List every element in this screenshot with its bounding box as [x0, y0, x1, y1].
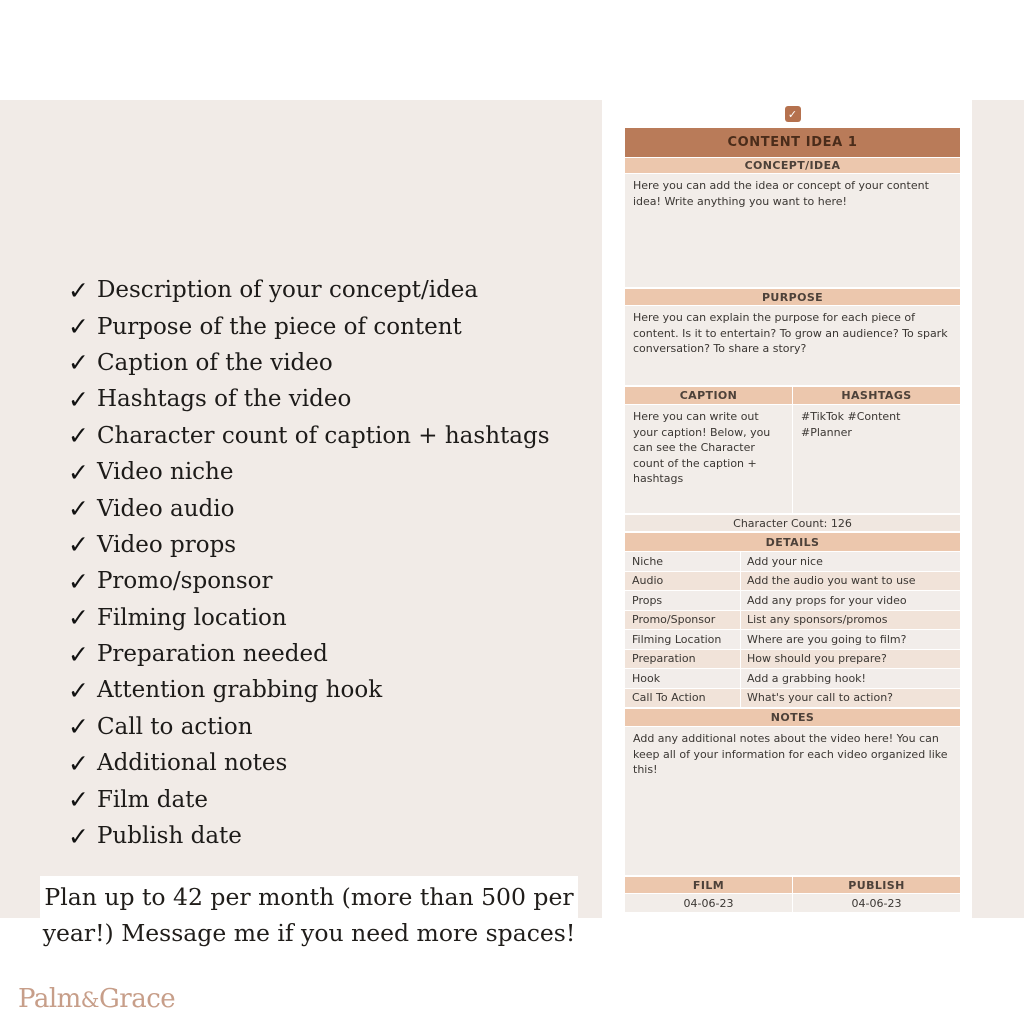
check-icon: ✓: [68, 348, 89, 378]
table-row: [625, 630, 960, 649]
checkbox-icon[interactable]: [785, 106, 801, 122]
checklist-item: [68, 490, 550, 526]
check-icon: ✓: [68, 530, 89, 560]
checklist-item-label: Film date: [96, 786, 209, 813]
checklist-item: [68, 345, 550, 381]
checklist-item-label: Caption of the video: [96, 349, 333, 376]
detail-value-cell[interactable]: How should you prepare?: [741, 650, 960, 669]
purpose-section-header: PURPOSE: [625, 289, 960, 305]
checklist-item-label: Purpose of the piece of content: [96, 313, 462, 340]
check-icon: ✓: [68, 675, 89, 705]
checklist-item-label: Call to action: [96, 713, 253, 740]
checklist-item: [68, 272, 550, 308]
film-section-header: FILM: [625, 877, 792, 893]
checkbox-row: [625, 106, 960, 122]
checklist-item-label: Character count of caption + hashtags: [96, 422, 550, 449]
checklist-item: [68, 818, 550, 854]
sheet-title: CONTENT IDEA 1: [625, 128, 960, 157]
checklist-item: [68, 454, 550, 490]
publish-date-cell[interactable]: 04-06-23: [793, 894, 960, 912]
checklist-item: [68, 745, 550, 781]
checklist-item: [68, 527, 550, 563]
checklist-item-label: Hashtags of the video: [96, 386, 352, 413]
notes-section-header: NOTES: [625, 709, 960, 726]
table-row: [625, 650, 960, 669]
caption-hashtags-section: [625, 387, 960, 513]
film-date-cell[interactable]: 04-06-23: [625, 894, 792, 912]
check-icon: ✓: [68, 748, 89, 778]
table-row: [625, 611, 960, 630]
check-icon: ✓: [68, 494, 89, 524]
checklist-item-label: Video props: [96, 531, 237, 558]
checklist-item: [68, 308, 550, 344]
table-row: [625, 591, 960, 610]
content-planner-sheet: [625, 106, 960, 914]
table-row: [625, 669, 960, 688]
check-icon: ✓: [68, 639, 89, 669]
check-icon: ✓: [68, 457, 89, 487]
publish-section-header: PUBLISH: [793, 877, 960, 893]
detail-value-cell[interactable]: Add any props for your video: [741, 591, 960, 610]
promo-line-2: year!) Message me if you need more spaces!: [42, 918, 576, 947]
detail-value-cell[interactable]: What's your call to action?: [741, 689, 960, 708]
right-beige-strip: [972, 100, 1024, 918]
checklist-item-label: Description of your concept/idea: [96, 277, 479, 304]
checklist-item: [68, 418, 550, 454]
detail-label: Hook: [625, 669, 740, 688]
check-icon: ✓: [68, 421, 89, 451]
hashtags-cell[interactable]: #TikTok #Content #Planner: [793, 405, 960, 513]
brand-logo-ampersand: &: [80, 988, 99, 1012]
check-icon: ✓: [68, 785, 89, 815]
caption-cell[interactable]: Here you can write out your caption! Below, you can see the Character count of the caption + hashtags: [625, 405, 792, 513]
detail-value-cell[interactable]: Add your nice: [741, 552, 960, 571]
hashtags-section-header: HASHTAGS: [793, 387, 960, 404]
checklist-item: [68, 563, 550, 599]
brand-logo-second: Grace: [99, 984, 176, 1014]
detail-label: Call To Action: [625, 689, 740, 708]
checklist-item: [68, 381, 550, 417]
brand-logo-first: Palm: [18, 984, 81, 1014]
detail-value-cell[interactable]: Add the audio you want to use: [741, 572, 960, 591]
check-icon: ✓: [68, 275, 89, 305]
checklist-item: [68, 672, 550, 708]
detail-value-cell[interactable]: List any sponsors/promos: [741, 611, 960, 630]
table-row: [625, 552, 960, 571]
checkmark-icon: ✓: [787, 107, 798, 121]
character-count-cell: Character Count: 126: [625, 515, 960, 531]
detail-label: Preparation: [625, 650, 740, 669]
details-section-header: DETAILS: [625, 533, 960, 551]
caption-section-header: CAPTION: [625, 387, 792, 404]
checklist-item-label: Preparation needed: [96, 641, 328, 668]
film-column: [625, 877, 792, 912]
caption-column: [625, 387, 792, 513]
checklist-item: [68, 709, 550, 745]
check-icon: ✓: [68, 603, 89, 633]
checklist-item-label: Attention grabbing hook: [96, 677, 383, 704]
concept-section-header: CONCEPT/IDEA: [625, 158, 960, 173]
check-icon: ✓: [68, 566, 89, 596]
promo-banner: [40, 876, 578, 953]
table-row: [625, 572, 960, 591]
checklist-item-label: Video audio: [96, 495, 235, 522]
detail-label: Promo/Sponsor: [625, 611, 740, 630]
checklist-item: [68, 600, 550, 636]
left-panel: [0, 100, 602, 1014]
check-icon: ✓: [68, 384, 89, 414]
hashtags-column: [793, 387, 960, 513]
checklist-item: [68, 781, 550, 817]
publish-column: [793, 877, 960, 912]
detail-label: Props: [625, 591, 740, 610]
promo-line-1: Plan up to 42 per month (more than 500 per: [44, 882, 574, 911]
checklist-item-label: Video niche: [96, 459, 234, 486]
checklist-item-label: Publish date: [96, 823, 242, 850]
detail-label: Audio: [625, 572, 740, 591]
film-publish-section: [625, 877, 960, 912]
concept-cell[interactable]: Here you can add the idea or concept of your content idea! Write anything you want to here!: [625, 174, 960, 287]
checklist-item-label: Filming location: [96, 604, 287, 631]
notes-cell[interactable]: Add any additional notes about the video here! You can keep all of your information for each video organized like this!: [625, 727, 960, 875]
check-icon: ✓: [68, 312, 89, 342]
table-row: [625, 689, 960, 708]
checklist-item: [68, 636, 550, 672]
detail-label: Filming Location: [625, 630, 740, 649]
check-icon: ✓: [68, 712, 89, 742]
detail-label: Niche: [625, 552, 740, 571]
checklist-item-label: Additional notes: [96, 750, 288, 777]
checklist-item-label: Promo/sponsor: [96, 568, 273, 595]
detail-value-cell[interactable]: Where are you going to film?: [741, 630, 960, 649]
check-icon: ✓: [68, 821, 89, 851]
details-table: [625, 552, 960, 707]
brand-logo: [18, 984, 175, 1014]
detail-value-cell[interactable]: Add a grabbing hook!: [741, 669, 960, 688]
purpose-cell[interactable]: Here you can explain the purpose for each piece of content. Is it to entertain? To grow an audience? To spark conversation? To share a story?: [625, 306, 960, 385]
feature-checklist: [68, 272, 550, 854]
